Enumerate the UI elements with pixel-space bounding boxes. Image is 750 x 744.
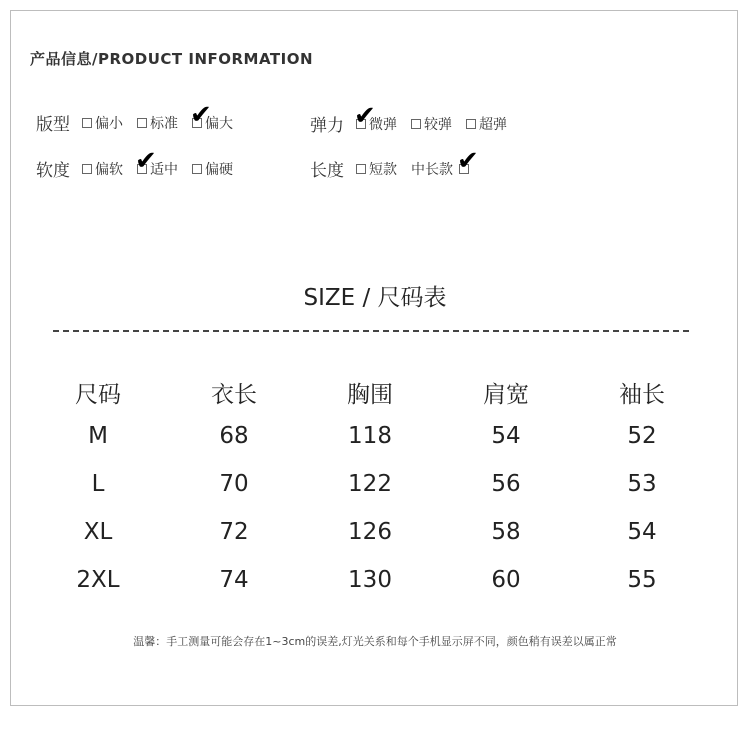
checkbox (457, 145, 479, 176)
checkbox (135, 145, 157, 176)
option-label: 偏硬 (205, 161, 233, 178)
table-cell: 70 (219, 471, 249, 497)
section-heading: 产品信息/PRODUCT INFORMATION (30, 50, 314, 68)
table-cell: L (91, 471, 105, 497)
option-label: 微弹 (369, 116, 397, 133)
checkbox (356, 164, 366, 174)
property-label: 弹力 (310, 116, 344, 136)
option-label: 偏大 (205, 115, 233, 132)
size-table (30, 372, 710, 604)
table-cell: XL (83, 519, 113, 545)
checkbox (411, 119, 421, 129)
table-cell: M (88, 423, 108, 449)
checkbox (192, 164, 202, 174)
option-length-mid (411, 145, 479, 179)
dashed-divider (53, 330, 689, 332)
table-cell: 56 (491, 471, 521, 497)
option-elasticity-slight (354, 100, 397, 134)
size-chart-title: SIZE / 尺码表 (303, 285, 447, 311)
option-length-short (356, 159, 397, 179)
table-cell: 52 (627, 423, 657, 449)
table-row (30, 556, 710, 604)
table-cell: 74 (219, 567, 249, 593)
table-cell: 72 (219, 519, 249, 545)
checkbox (82, 164, 92, 174)
option-label: 标准 (150, 115, 178, 132)
property-fit (36, 99, 247, 135)
option-fit-small (82, 113, 123, 133)
option-elasticity-high (466, 114, 507, 134)
table-cell: 53 (627, 471, 657, 497)
header-shoulder: 肩宽 (483, 381, 529, 408)
checkmark-icon: ✔ (135, 145, 157, 176)
table-header-row (30, 372, 710, 412)
option-label: 短款 (369, 161, 397, 178)
table-cell: 54 (491, 423, 521, 449)
header-length: 衣长 (211, 381, 257, 408)
table-cell: 122 (348, 471, 392, 497)
table-row (30, 460, 710, 508)
property-label: 软度 (36, 161, 70, 181)
option-label: 中长款 (411, 161, 453, 178)
option-softness-medium (135, 145, 178, 179)
table-cell: 130 (348, 567, 392, 593)
option-fit-standard (137, 113, 178, 133)
property-length (310, 145, 486, 181)
option-label: 较弹 (424, 116, 452, 133)
measurement-note: 温馨：手工测量可能会存在1~3cm的误差,灯光关系和每个手机显示屏不同，颜色稍有误差以属正常 (133, 635, 617, 648)
option-fit-large (190, 99, 233, 133)
header-sleeve: 袖长 (619, 381, 665, 408)
option-softness-soft (82, 159, 123, 179)
option-softness-hard (192, 159, 233, 179)
table-cell: 58 (491, 519, 521, 545)
table-cell: 126 (348, 519, 392, 545)
checkbox (190, 99, 212, 130)
table-cell: 2XL (76, 567, 120, 593)
option-label: 偏小 (95, 115, 123, 132)
option-elasticity-medium (411, 114, 452, 134)
table-cell: 54 (627, 519, 657, 545)
table-row (30, 508, 710, 556)
table-cell: 55 (627, 567, 657, 593)
header-chest: 胸围 (347, 381, 393, 408)
checkmark-icon: ✔ (457, 145, 479, 176)
option-label: 偏软 (95, 161, 123, 178)
property-label: 版型 (36, 115, 70, 135)
option-label: 适中 (150, 161, 178, 178)
table-cell: 118 (348, 423, 392, 449)
option-label: 超弹 (479, 116, 507, 133)
table-cell: 60 (491, 567, 521, 593)
table-row (30, 412, 710, 460)
header-size: 尺码 (75, 381, 121, 408)
property-softness (36, 145, 247, 181)
checkbox (82, 118, 92, 128)
checkmark-icon: ✔ (354, 100, 376, 131)
checkbox (137, 118, 147, 128)
checkmark-icon: ✔ (190, 99, 212, 130)
checkbox (466, 119, 476, 129)
table-cell: 68 (219, 423, 249, 449)
property-label: 长度 (310, 161, 344, 181)
property-elasticity (310, 100, 521, 136)
checkbox (354, 100, 376, 131)
